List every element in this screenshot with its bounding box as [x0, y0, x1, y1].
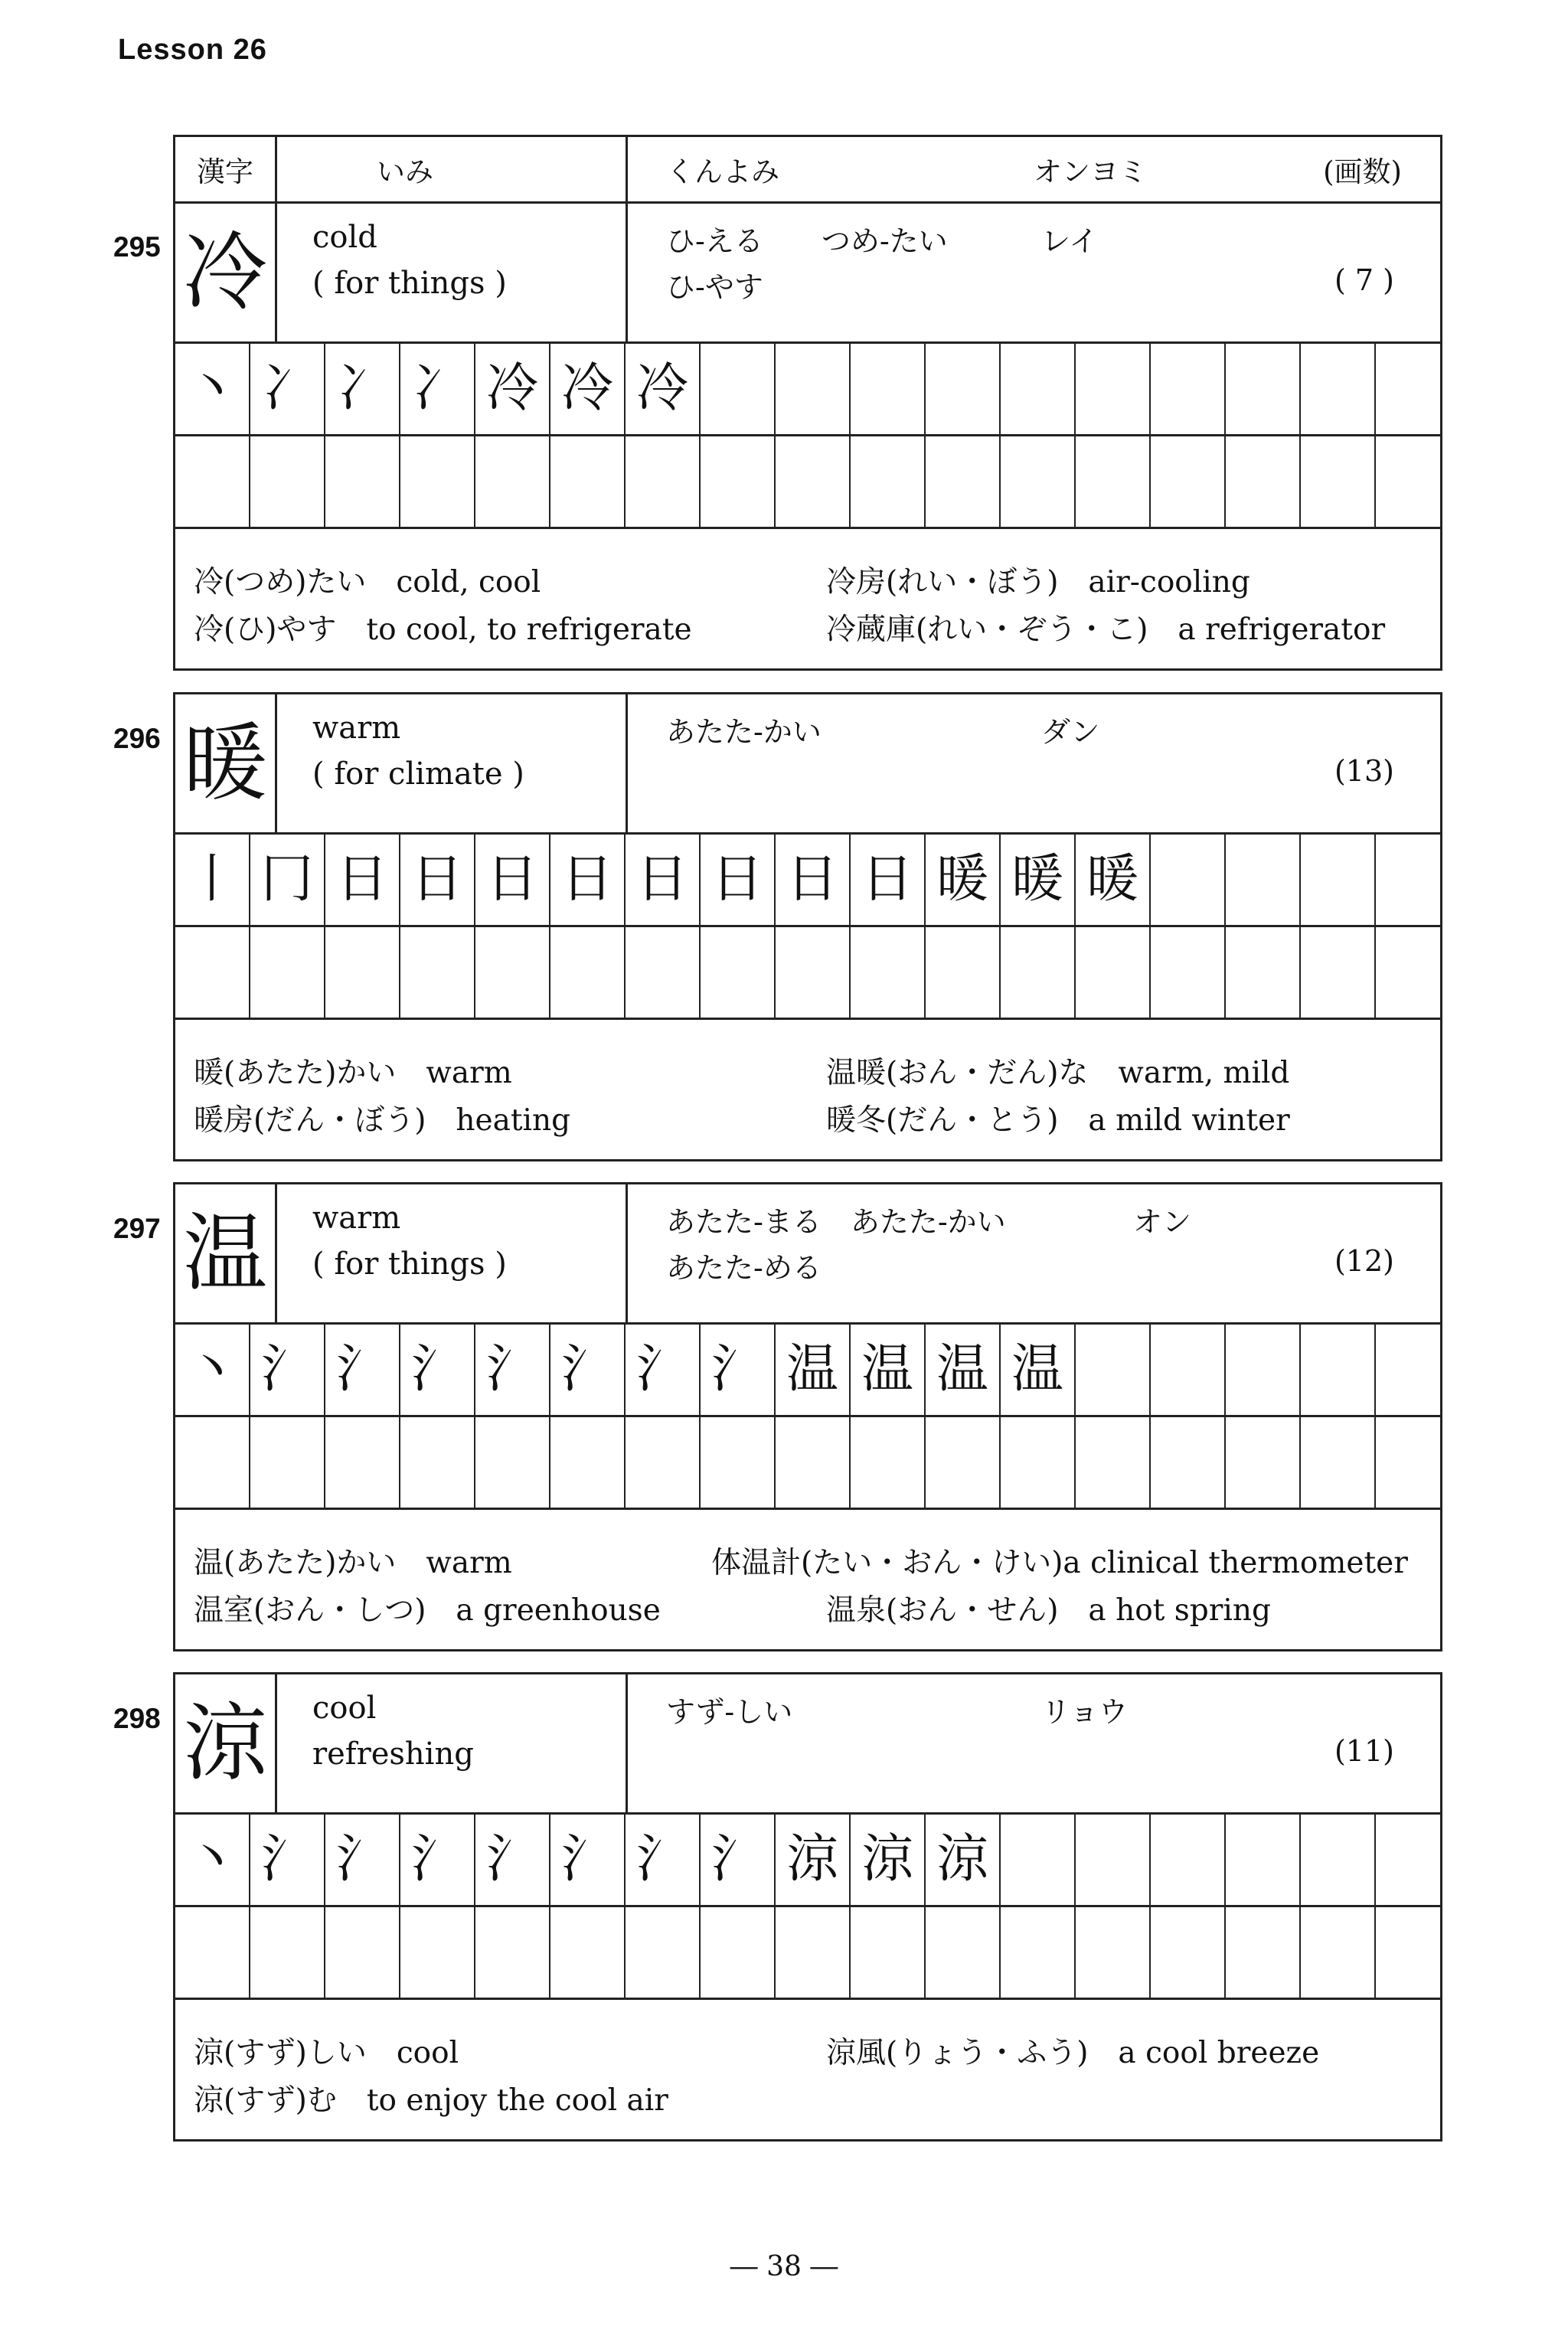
stroke-step-cell: 冫 — [400, 344, 475, 434]
practice-cell — [776, 1417, 851, 1508]
practice-cell — [475, 1417, 550, 1508]
stroke-step-cell — [1226, 835, 1301, 925]
practice-cell — [175, 436, 250, 527]
stroke-step-cell — [1376, 835, 1440, 925]
stroke-step-cell: 丨 — [175, 835, 250, 925]
readings — [628, 204, 1440, 341]
stroke-step-cell: 氵 — [250, 1815, 325, 1905]
stroke-step-cell: 氵 — [701, 1325, 776, 1415]
practice-cell — [550, 927, 626, 1018]
practice-row — [175, 436, 1440, 529]
stroke-step-cell — [1151, 344, 1226, 434]
practice-cell — [926, 1417, 1001, 1508]
practice-cell — [1151, 1417, 1226, 1508]
stroke-step-cell — [1151, 835, 1226, 925]
vocab-item: 冷(ひ)やす to cool, to refrigerate — [194, 613, 692, 647]
vocab-item: 暖冬(だん・とう) a mild winter — [826, 1103, 1290, 1138]
stroke-step-cell: 冫 — [325, 344, 400, 434]
practice-cell — [701, 436, 776, 527]
practice-cell — [550, 1417, 626, 1508]
stroke-step-cell — [851, 344, 926, 434]
practice-cell — [550, 1907, 626, 1998]
stroke-step-cell: 氵 — [550, 1325, 626, 1415]
practice-cell — [851, 1907, 926, 1998]
practice-cell — [1301, 1907, 1376, 1998]
practice-cell — [175, 1907, 250, 1998]
vocab-item: 涼(すず)む to enjoy the cool air — [194, 2083, 668, 2118]
stroke-step-cell — [1301, 1815, 1376, 1905]
stroke-order-row — [175, 344, 1440, 436]
stroke-step-cell: 暖 — [926, 835, 1001, 925]
vocabulary — [175, 1510, 1440, 1649]
practice-cell — [400, 1417, 475, 1508]
stroke-step-cell: 冂 — [250, 835, 325, 925]
kanji-table — [173, 1672, 1442, 2142]
stroke-step-cell — [1376, 344, 1440, 434]
vocabulary — [175, 529, 1440, 668]
stroke-step-cell: 氵 — [626, 1815, 701, 1905]
practice-cell — [1376, 1907, 1440, 1998]
stroke-step-cell: 涼 — [926, 1815, 1001, 1905]
stroke-step-cell: 氵 — [475, 1815, 550, 1905]
practice-cell — [1226, 927, 1301, 1018]
practice-row — [175, 927, 1440, 1020]
meaning-line-2: ( for things ) — [312, 1246, 507, 1282]
readings — [628, 1184, 1440, 1322]
stroke-step-cell: 冫 — [250, 344, 325, 434]
stroke-count: (13) — [1334, 754, 1394, 788]
practice-cell — [1226, 1417, 1301, 1508]
practice-cell — [325, 1417, 400, 1508]
stroke-count: ( 7 ) — [1334, 263, 1394, 297]
stroke-step-cell — [1076, 1815, 1151, 1905]
readings — [628, 1674, 1440, 1812]
practice-cell — [175, 927, 250, 1018]
info-row — [175, 204, 1440, 344]
stroke-step-cell: 温 — [926, 1325, 1001, 1415]
vocabulary — [175, 1020, 1440, 1159]
stroke-order-row — [175, 835, 1440, 927]
practice-cell — [475, 1907, 550, 1998]
stroke-order-row — [175, 1815, 1440, 1907]
info-row — [175, 694, 1440, 835]
stroke-step-cell: 氵 — [250, 1325, 325, 1415]
entry-number: 295 — [113, 231, 161, 263]
table-header — [175, 137, 1440, 204]
practice-cell — [400, 436, 475, 527]
practice-cell — [626, 436, 701, 527]
stroke-step-cell: 温 — [851, 1325, 926, 1415]
practice-cell — [1001, 1907, 1076, 1998]
meaning-line-2: ( for things ) — [312, 266, 507, 301]
stroke-step-cell — [1001, 1815, 1076, 1905]
practice-cell — [701, 927, 776, 1018]
practice-cell — [1076, 1907, 1151, 1998]
meaning-line-2: refreshing — [312, 1736, 474, 1772]
stroke-step-cell — [1076, 1325, 1151, 1415]
kanji-table — [173, 135, 1442, 671]
entry-number: 298 — [113, 1703, 161, 1734]
stroke-step-cell — [1376, 1325, 1440, 1415]
stroke-step-cell — [701, 344, 776, 434]
vocab-item: 温(あたた)かい warm — [194, 1546, 512, 1580]
practice-cell — [325, 436, 400, 527]
practice-cell — [1001, 436, 1076, 527]
kanji-table — [173, 1182, 1442, 1651]
stroke-step-cell: 丶 — [175, 1815, 250, 1905]
stroke-step-cell: 氵 — [400, 1325, 475, 1415]
on-reading: ダン — [1041, 715, 1100, 749]
kun-reading-2: ひ-やす — [666, 270, 763, 304]
entry-number: 296 — [113, 723, 161, 754]
stroke-step-cell — [1226, 1815, 1301, 1905]
header-kunyomi: くんよみ — [666, 155, 779, 188]
stroke-step-cell: 日 — [776, 835, 851, 925]
kanji-character: 冷 — [175, 204, 277, 341]
stroke-step-cell — [1001, 344, 1076, 434]
practice-row — [175, 1417, 1440, 1510]
practice-cell — [1226, 436, 1301, 527]
stroke-step-cell: 氵 — [626, 1325, 701, 1415]
practice-cell — [776, 927, 851, 1018]
practice-cell — [250, 1907, 325, 1998]
meaning — [277, 204, 628, 341]
header-stroke-count: (画数) — [1323, 155, 1402, 188]
stroke-step-cell: 氵 — [701, 1815, 776, 1905]
page-number: ― 38 ― — [730, 2251, 838, 2282]
stroke-step-cell: 丶 — [175, 1325, 250, 1415]
vocab-item: 温室(おん・しつ) a greenhouse — [194, 1593, 661, 1628]
meaning — [277, 694, 628, 832]
practice-cell — [776, 436, 851, 527]
practice-cell — [626, 927, 701, 1018]
stroke-step-cell: 涼 — [851, 1815, 926, 1905]
practice-cell — [325, 1907, 400, 1998]
vocab-item: 涼風(りょう・ふう) a cool breeze — [826, 2036, 1320, 2070]
entry-number: 297 — [113, 1213, 161, 1244]
kanji-entry — [173, 692, 1442, 1161]
meaning — [277, 1674, 628, 1812]
practice-cell — [776, 1907, 851, 1998]
vocab-item: 体温計(たい・おん・けい)a clinical thermometer — [711, 1546, 1408, 1580]
stroke-step-cell — [776, 344, 851, 434]
practice-cell — [250, 436, 325, 527]
practice-cell — [1151, 927, 1226, 1018]
stroke-step-cell — [1076, 344, 1151, 434]
stroke-step-cell: 涼 — [776, 1815, 851, 1905]
stroke-order-row — [175, 1325, 1440, 1417]
practice-cell — [250, 927, 325, 1018]
vocab-item: 温泉(おん・せん) a hot spring — [826, 1593, 1271, 1628]
practice-cell — [1151, 1907, 1226, 1998]
stroke-step-cell: 氵 — [325, 1325, 400, 1415]
stroke-step-cell — [1301, 344, 1376, 434]
info-row — [175, 1674, 1440, 1815]
kanji-character: 涼 — [175, 1674, 277, 1812]
practice-cell — [1151, 436, 1226, 527]
practice-cell — [325, 927, 400, 1018]
stroke-step-cell — [1226, 344, 1301, 434]
vocab-item: 温暖(おん・だん)な warm, mild — [826, 1056, 1290, 1090]
practice-cell — [1301, 1417, 1376, 1508]
practice-cell — [1301, 927, 1376, 1018]
stroke-step-cell: 氵 — [325, 1815, 400, 1905]
stroke-step-cell: 日 — [701, 835, 776, 925]
meaning-line-1: warm — [312, 711, 401, 746]
practice-cell — [701, 1417, 776, 1508]
vocab-item: 暖房(だん・ぼう) heating — [194, 1103, 571, 1138]
stroke-step-cell: 氵 — [550, 1815, 626, 1905]
vocab-item: 涼(すず)しい cool — [194, 2036, 459, 2070]
practice-cell — [550, 436, 626, 527]
practice-cell — [851, 927, 926, 1018]
vocab-item: 冷房(れい・ぼう) air-cooling — [826, 565, 1250, 600]
stroke-step-cell: 丶 — [175, 344, 250, 434]
header-kanji: 漢字 — [175, 137, 277, 201]
on-reading: リョウ — [1041, 1695, 1128, 1729]
lesson-title: Lesson 26 — [118, 34, 267, 66]
stroke-step-cell: 冷 — [550, 344, 626, 434]
stroke-step-cell: 温 — [776, 1325, 851, 1415]
kanji-entry — [173, 1672, 1442, 2142]
stroke-step-cell: 日 — [325, 835, 400, 925]
practice-cell — [1376, 1417, 1440, 1508]
practice-cell — [626, 1417, 701, 1508]
practice-cell — [1076, 927, 1151, 1018]
practice-cell — [851, 1417, 926, 1508]
practice-cell — [1376, 436, 1440, 527]
vocab-item: 暖(あたた)かい warm — [194, 1056, 512, 1090]
stroke-step-cell: 冷 — [626, 344, 701, 434]
meaning-line-1: warm — [312, 1201, 401, 1236]
practice-cell — [1001, 1417, 1076, 1508]
stroke-step-cell: 日 — [626, 835, 701, 925]
on-reading: オン — [1133, 1205, 1192, 1239]
stroke-step-cell — [926, 344, 1001, 434]
vocab-item: 冷蔵庫(れい・ぞう・こ) a refrigerator — [826, 613, 1386, 647]
practice-cell — [1301, 436, 1376, 527]
kun-reading-2: あたた-める — [666, 1251, 822, 1285]
practice-cell — [1076, 1417, 1151, 1508]
kanji-character: 温 — [175, 1184, 277, 1322]
info-row — [175, 1184, 1440, 1325]
header-onyomi: オンヨミ — [1034, 155, 1147, 188]
practice-cell — [926, 927, 1001, 1018]
practice-cell — [250, 1417, 325, 1508]
stroke-step-cell — [1376, 1815, 1440, 1905]
practice-cell — [400, 927, 475, 1018]
practice-cell — [926, 436, 1001, 527]
meaning-line-1: cold — [312, 220, 377, 255]
kanji-table — [173, 692, 1442, 1161]
kanji-entry — [173, 135, 1442, 671]
practice-cell — [1226, 1907, 1301, 1998]
on-reading: レイ — [1041, 224, 1099, 258]
vocabulary — [175, 2000, 1440, 2139]
stroke-step-cell: 日 — [550, 835, 626, 925]
stroke-step-cell: 温 — [1001, 1325, 1076, 1415]
stroke-step-cell — [1226, 1325, 1301, 1415]
practice-cell — [475, 927, 550, 1018]
stroke-count: (12) — [1334, 1244, 1394, 1278]
practice-cell — [851, 436, 926, 527]
stroke-step-cell: 氵 — [475, 1325, 550, 1415]
readings — [628, 694, 1440, 832]
practice-row — [175, 1907, 1440, 2000]
practice-cell — [1001, 927, 1076, 1018]
stroke-step-cell — [1151, 1325, 1226, 1415]
meaning-line-1: cool — [312, 1691, 377, 1726]
stroke-step-cell: 日 — [400, 835, 475, 925]
stroke-step-cell — [1151, 1815, 1226, 1905]
kanji-entry — [173, 1182, 1442, 1651]
vocab-item: 冷(つめ)たい cold, cool — [194, 565, 541, 600]
practice-cell — [926, 1907, 1001, 1998]
stroke-step-cell: 暖 — [1001, 835, 1076, 925]
practice-cell — [626, 1907, 701, 1998]
meaning — [277, 1184, 628, 1322]
kun-reading-1: すず-しい — [666, 1695, 793, 1729]
practice-cell — [400, 1907, 475, 1998]
practice-cell — [475, 436, 550, 527]
stroke-step-cell — [1301, 835, 1376, 925]
stroke-step-cell: 氵 — [400, 1815, 475, 1905]
practice-cell — [175, 1417, 250, 1508]
practice-cell — [1376, 927, 1440, 1018]
kanji-character: 暖 — [175, 694, 277, 832]
kun-reading-1: あたた-まる あたた-かい — [666, 1205, 1006, 1239]
kun-reading-1: あたた-かい — [666, 715, 822, 749]
stroke-step-cell: 暖 — [1076, 835, 1151, 925]
kun-reading-1: ひ-える つめ-たい — [666, 224, 948, 258]
stroke-step-cell — [1301, 1325, 1376, 1415]
header-meaning: いみ — [377, 155, 433, 188]
stroke-step-cell: 日 — [851, 835, 926, 925]
practice-cell — [1076, 436, 1151, 527]
stroke-step-cell: 日 — [475, 835, 550, 925]
stroke-step-cell: 冷 — [475, 344, 550, 434]
meaning-line-2: ( for climate ) — [312, 756, 524, 792]
practice-cell — [701, 1907, 776, 1998]
stroke-count: (11) — [1334, 1734, 1394, 1768]
